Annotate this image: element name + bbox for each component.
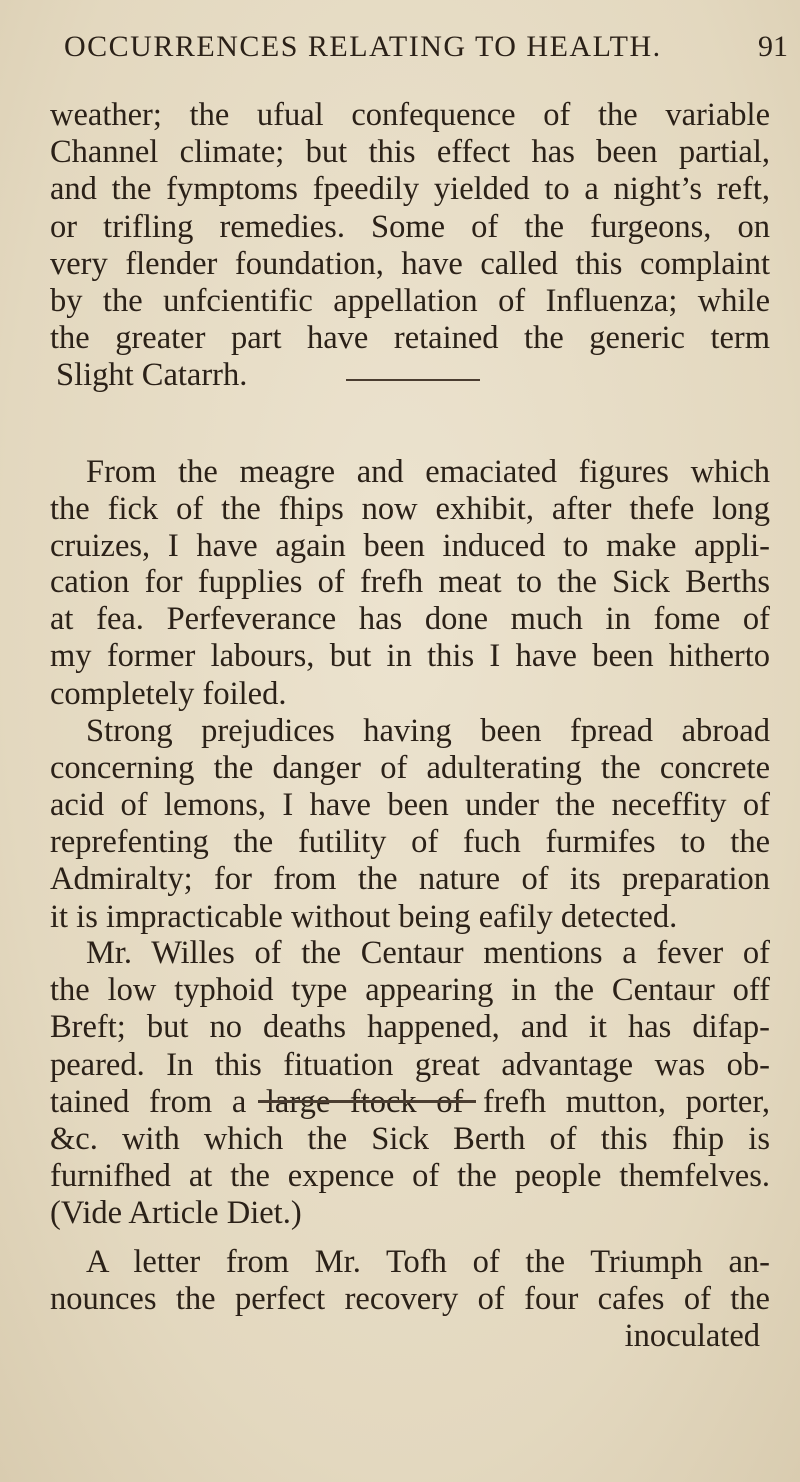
- text-line: very flender foundation, have called this complaint: [50, 245, 770, 282]
- text-line: at fea. Perfeverance has done much in fome of: [50, 601, 770, 638]
- text-line: my former labours, but in this I have been hitherto: [50, 638, 770, 675]
- text-line: the low typhoid type appearing in the Centaur off: [50, 972, 770, 1009]
- text-line: cruizes, I have again been induced to make appli-: [50, 528, 770, 565]
- paragraph-2: [50, 454, 770, 566]
- catchword: inoculated: [624, 1318, 760, 1355]
- text-line: (Vide Article Diet.): [50, 1195, 302, 1232]
- page-number: 91: [758, 30, 788, 63]
- paragraph-4: [50, 935, 770, 1233]
- text-line: A letter from Mr. Tofh of the Triumph an-: [86, 1244, 770, 1280]
- text-line: From the meagre and emaciated figures which: [86, 454, 770, 490]
- paragraph-2-continued: [50, 564, 770, 787]
- running-head: [60, 30, 790, 80]
- text-line: the fick of the fhips now exhibit, after thefe long: [50, 491, 770, 528]
- text-line: Breft; but no deaths happened, and it has difap-: [50, 1009, 770, 1046]
- text-line: concerning the danger of adulterating the concrete: [50, 749, 770, 786]
- text-line: nounces the perfect recovery of four cafes of the: [50, 1281, 770, 1318]
- text-line: by the unfcientific appellation of Influenza; while: [50, 282, 770, 319]
- text-line: furnifhed at the expence of the people themfelves.: [50, 1158, 770, 1195]
- text-line: completely foiled.: [50, 675, 287, 712]
- section-divider: [346, 379, 480, 381]
- text-line: Channel climate; but this effect has been partial,: [50, 134, 770, 171]
- text-line: acid of lemons, I have been under the neceffity of: [50, 787, 770, 823]
- text-line: Strong prejudices having been fpread abroad: [86, 712, 770, 749]
- text-line: cation for fupplies of frefh meat to the Sick Berths: [50, 564, 770, 600]
- text-line: Slight Catarrh.: [56, 357, 248, 394]
- text-line: tained from a large ftock of frefh mutton, porter,: [50, 1083, 770, 1120]
- text-line: Admiralty; for from the nature of its preparation: [50, 861, 770, 898]
- text-line: peared. In this fituation great advantage was ob-: [50, 1046, 770, 1083]
- text-line: or trifling remedies. Some of the furgeons, on: [50, 208, 770, 245]
- paragraph-3-tail: [50, 787, 770, 936]
- text-line: the greater part have retained the generic term: [50, 320, 770, 357]
- paragraph-1: [50, 97, 770, 395]
- text-line: and the fymptoms fpeedily yielded to a night’s reft,: [50, 171, 770, 208]
- running-title: OCCURRENCES RELATING TO HEALTH.: [64, 30, 662, 63]
- text-line: weather; the ufual confequence of the variable: [50, 97, 770, 133]
- text-line: Mr. Willes of the Centaur mentions a fever of: [86, 935, 770, 971]
- section-divider: [258, 1100, 476, 1103]
- text-line: reprefenting the futility of fuch furmifes to the: [50, 824, 770, 861]
- paragraph-5: [50, 1244, 770, 1356]
- text-line: &c. with which the Sick Berth of this fhip is: [50, 1120, 770, 1157]
- text-line: it is impracticable without being eafily detected.: [50, 898, 678, 935]
